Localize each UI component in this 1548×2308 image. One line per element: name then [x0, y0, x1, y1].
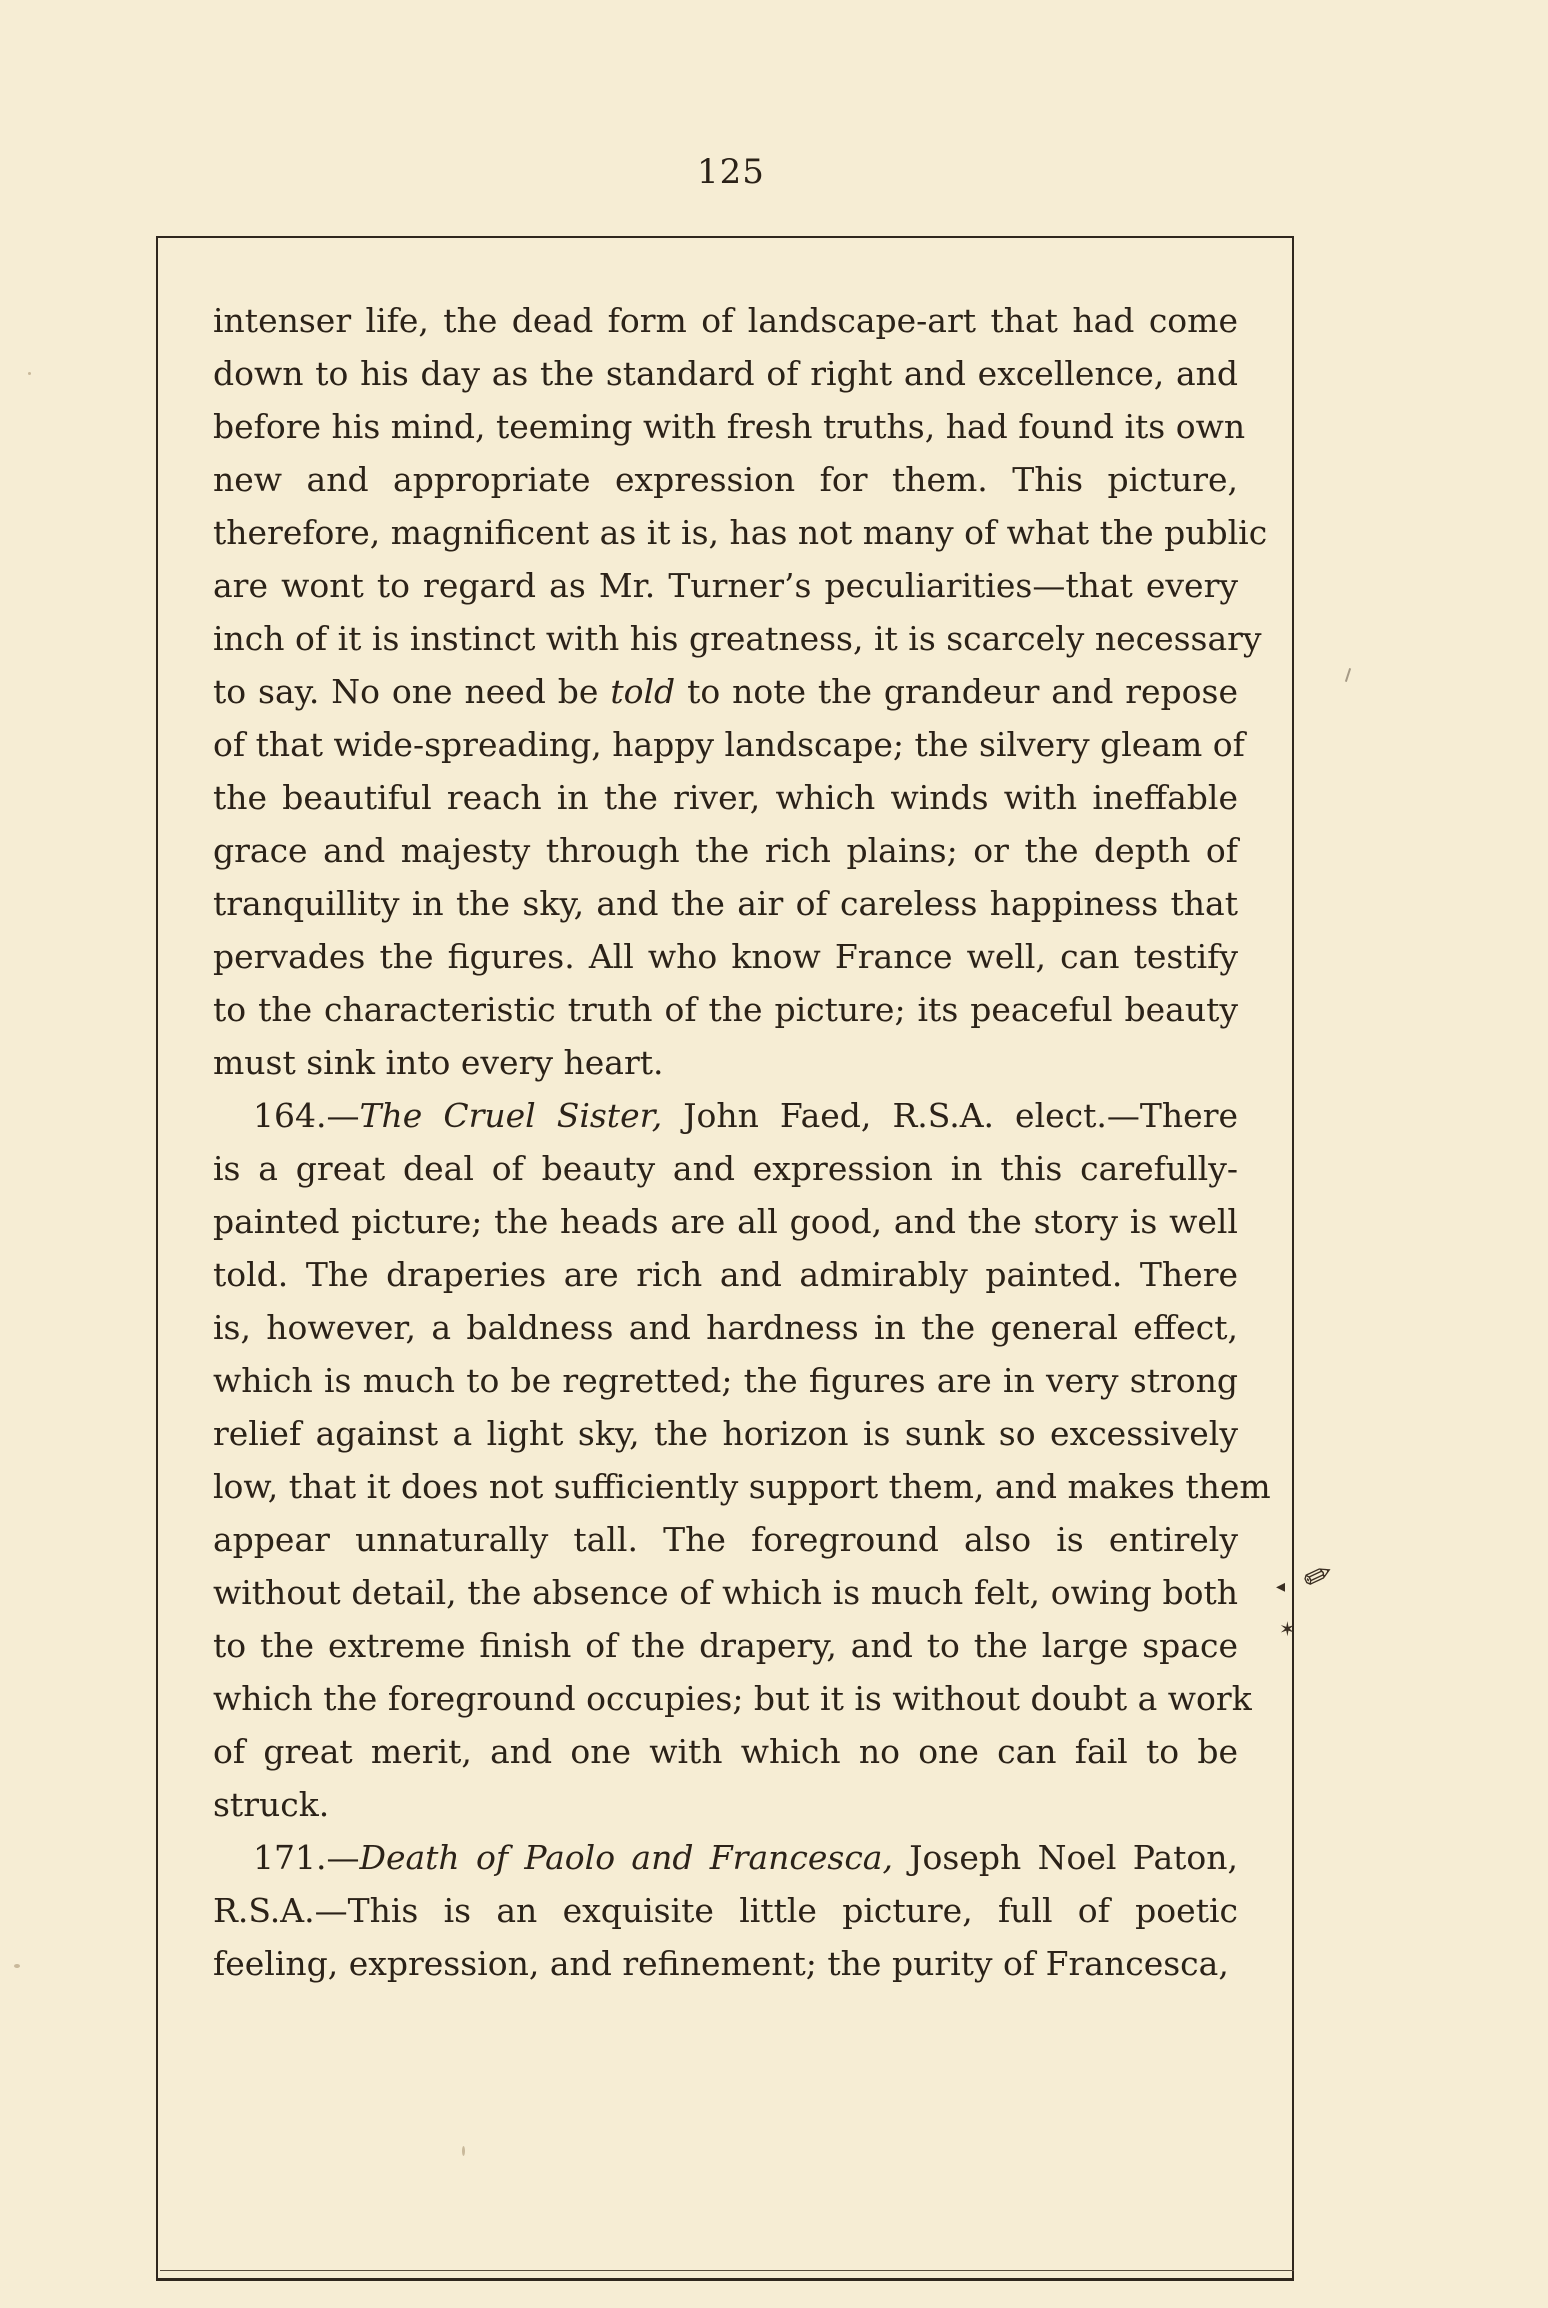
text-run: intenser life, the dead form of landscape-art that had come	[213, 301, 1238, 340]
text-run: painted picture; the heads are all good, and the story is well	[213, 1202, 1238, 1241]
text-run: R.S.A.—This is an exquisite little picture, full of poetic	[213, 1891, 1238, 1930]
text-run: is, however, a baldness and hardness in the general effect,	[213, 1308, 1238, 1347]
text-line	[213, 930, 1238, 983]
margin-star-mark: ✶	[1279, 1617, 1296, 1641]
text-run: struck.	[213, 1785, 330, 1824]
text-run: tranquillity in the sky, and the air of careless happiness that	[213, 884, 1238, 923]
text-run: therefore, magnificent as it is, has not many of what the public	[213, 513, 1268, 552]
text-line	[213, 506, 1268, 559]
text-line	[213, 1778, 1238, 1831]
text-run: feeling, expression, and refinement; the purity of Francesca,	[213, 1944, 1229, 1983]
text-run: of great merit, and one with which no one can fail to be	[213, 1732, 1238, 1771]
text-run: are wont to regard as Mr. Turner’s peculiarities—that every	[213, 566, 1238, 605]
text-run: the beautiful reach in the river, which winds with ineffable	[213, 778, 1238, 817]
text-line	[213, 1354, 1238, 1407]
text-line	[213, 1619, 1238, 1672]
text-line	[213, 771, 1238, 824]
text-line	[213, 1566, 1238, 1619]
text-run: Joseph Noel Paton,	[892, 1838, 1238, 1877]
text-line	[213, 983, 1238, 1036]
text-run: to say. No one need be	[213, 672, 611, 711]
text-line	[213, 1884, 1238, 1937]
text-run: to the characteristic truth of the picture; its peaceful beauty	[213, 990, 1238, 1029]
italic-title: told	[610, 672, 676, 711]
text-frame-rule	[160, 2270, 1294, 2271]
text-run: John Faed, R.S.A. elect.—There	[662, 1096, 1238, 1135]
paper-speck	[462, 2146, 465, 2156]
text-run: to note the grandeur and repose	[675, 672, 1238, 711]
text-line	[213, 294, 1238, 347]
text-line	[213, 1089, 1238, 1142]
italic-title: Death of Paolo and Francesca,	[359, 1838, 893, 1877]
body-text	[213, 294, 1271, 1990]
text-run: inch of it is instinct with his greatness, it is scarcely necessary	[213, 619, 1262, 658]
text-run: which the foreground occupies; but it is without doubt a work	[213, 1679, 1252, 1718]
text-line	[213, 453, 1238, 506]
text-line	[213, 1195, 1238, 1248]
text-run: before his mind, teeming with fresh truths, had found its own	[213, 407, 1246, 446]
text-line	[213, 1460, 1271, 1513]
text-line	[213, 400, 1246, 453]
text-run: down to his day as the standard of right and excellence, and	[213, 354, 1238, 393]
text-line	[213, 1301, 1238, 1354]
text-run: of that wide-spreading, happy landscape; the silvery gleam of	[213, 725, 1245, 764]
text-run: grace and majesty through the rich plains; or the depth of	[213, 831, 1238, 870]
text-line	[213, 1036, 1238, 1089]
text-line	[213, 1672, 1252, 1725]
page-number: 125	[697, 152, 765, 192]
text-run: low, that it does not sufficiently support them, and makes them	[213, 1467, 1271, 1506]
margin-dot-mark: ◂	[1276, 1576, 1286, 1597]
text-line	[213, 824, 1238, 877]
paper-speck	[28, 372, 31, 375]
text-run: which is much to be regretted; the figures are in very strong	[213, 1361, 1238, 1400]
text-line	[213, 1937, 1238, 1990]
text-run: without detail, the absence of which is much felt, owing both	[213, 1573, 1238, 1612]
text-line	[213, 877, 1238, 930]
text-run: must sink into every heart.	[213, 1043, 664, 1082]
text-line	[213, 612, 1262, 665]
text-line	[213, 1513, 1238, 1566]
text-line	[213, 1142, 1238, 1195]
italic-title: The Cruel Sister,	[359, 1096, 663, 1135]
margin-tick-mark	[1345, 668, 1351, 682]
text-line	[213, 665, 1238, 718]
margin-pencil-mark: ✐	[1296, 1554, 1337, 1602]
text-run: new and appropriate expression for them. This picture,	[213, 460, 1238, 499]
text-run: 164.—	[253, 1096, 360, 1135]
text-line	[213, 718, 1245, 771]
text-line	[213, 1407, 1238, 1460]
text-run: 171.—	[253, 1838, 360, 1877]
text-line	[213, 559, 1238, 612]
text-run: is a great deal of beauty and expression in this carefully-	[213, 1149, 1238, 1188]
text-line	[213, 1248, 1238, 1301]
text-run: appear unnaturally tall. The foreground also is entirely	[213, 1520, 1238, 1559]
paper-speck	[14, 1964, 20, 1968]
text-run: pervades the figures. All who know France well, can testify	[213, 937, 1238, 976]
text-run: relief against a light sky, the horizon is sunk so excessively	[213, 1414, 1238, 1453]
text-line	[213, 1831, 1238, 1884]
text-run: to the extreme finish of the drapery, and to the large space	[213, 1626, 1238, 1665]
text-run: told. The draperies are rich and admirably painted. There	[213, 1255, 1238, 1294]
text-line	[213, 1725, 1238, 1778]
text-line	[213, 347, 1238, 400]
